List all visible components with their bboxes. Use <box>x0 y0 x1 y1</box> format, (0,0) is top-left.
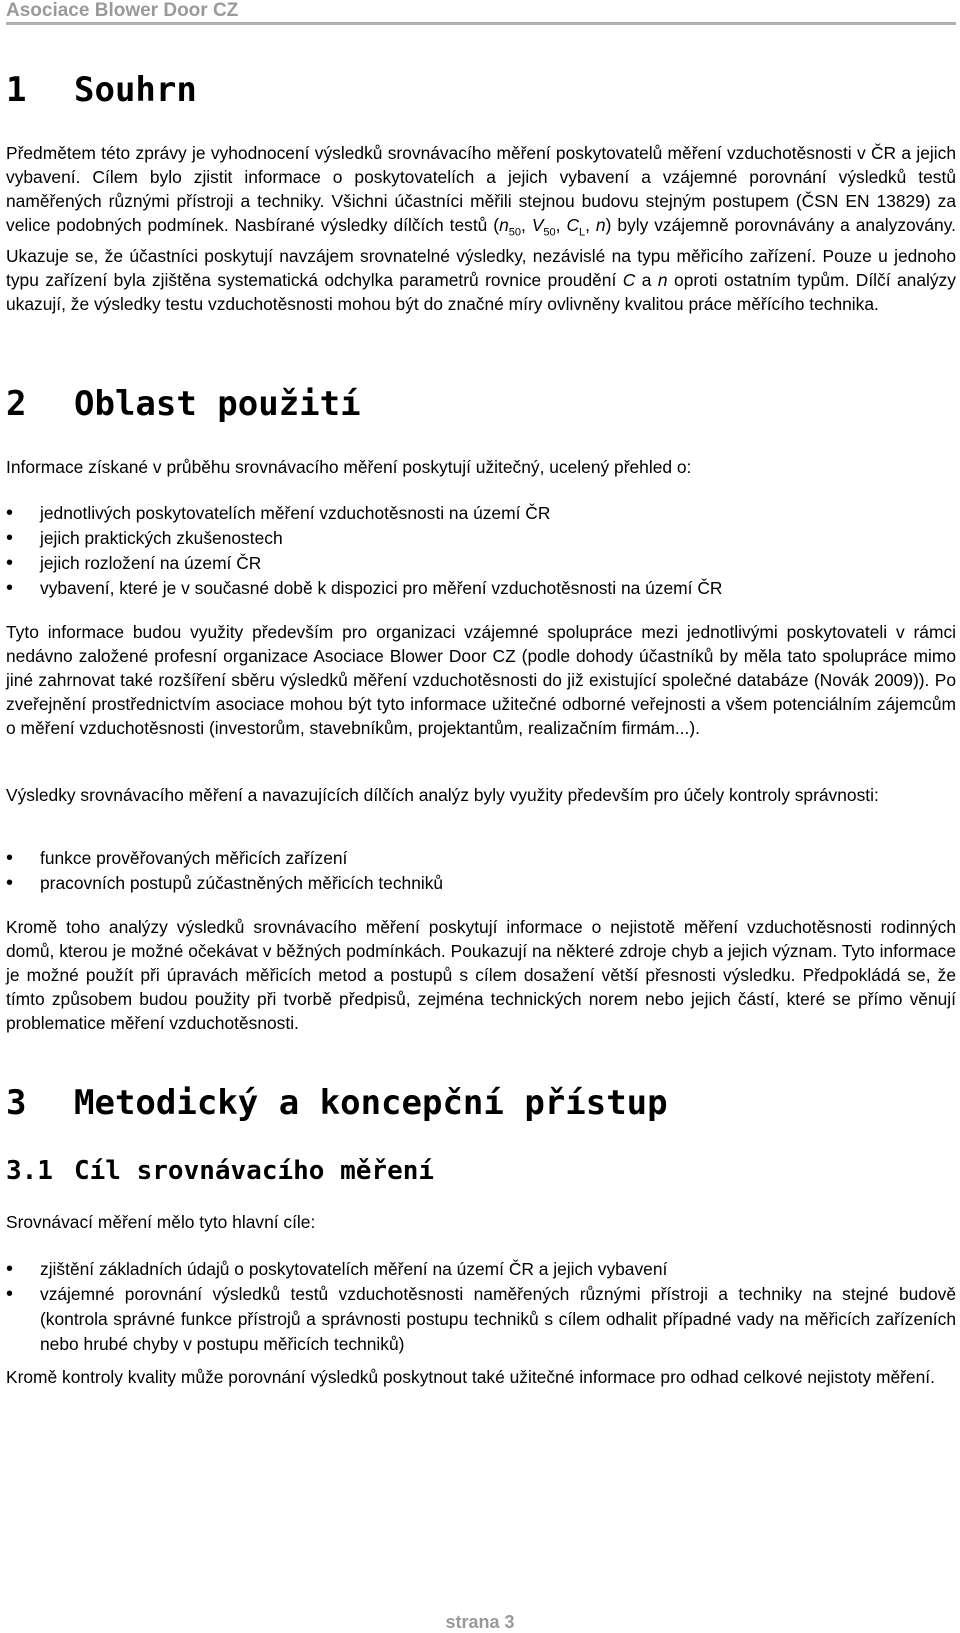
section-number: 2 <box>6 384 27 424</box>
summary-paragraph <box>6 141 956 316</box>
section-title: Cíl srovnávacího měření <box>74 1156 435 1186</box>
section-number: 3 <box>6 1083 27 1123</box>
section-2-heading <box>6 384 361 424</box>
list-item: • jejich praktických zkušenostech <box>6 526 956 551</box>
list-item: • vzájemné porovnání výsledků testů vzduchotěsnosti naměřených různými přístroji a techniky na stejné budově (kontrola správné funkce přístrojů a správnosti postupu techniků s cílem odhalit případné vady na měřicích zařízeních nebo hrubé chyby v postupu měřicích techniků) <box>6 1282 956 1357</box>
section-3-1-heading <box>6 1156 434 1186</box>
summary-text-a: Předmětem této zprávy je vyhodnocení výsledků srovnávacího měření poskytovatelů měření vzduchotěsnosti v ČR a jejich vybavení. Cílem bylo zjistit informace o poskytovatelích a jejich vybavení a vzájemné porovnání výsledků testů naměřených různými přístroji a techniky. Všichni účastníci měřili stejnou budovu stejným postupem (ČSN EN 13829) za velice podobných podmínek. <box>6 143 956 235</box>
list-item: • pracovních postupů zúčastněných měřicích techniků <box>6 871 956 896</box>
results-paragraph: Výsledky srovnávacího měření a navazujících dílčích analýz byly využity především pro účely kontroly správnosti: <box>6 785 879 805</box>
list-item: • jednotlivých poskytovatelích měření vzduchotěsnosti na území ČR <box>6 501 956 526</box>
section-title: Metodický a koncepční přístup <box>74 1083 668 1123</box>
scope-list <box>6 501 956 601</box>
page-number: strana 3 <box>445 1612 515 1632</box>
scope-intro: Informace získané v průběhu srovnávacího měření poskytují užitečný, ucelený přehled o: <box>6 457 692 477</box>
section-title: Souhrn <box>74 70 197 110</box>
list-item: • funkce prověřovaných měřicích zařízení <box>6 846 956 871</box>
list-item: • vybavení, které je v současné době k dispozici pro měření vzduchotěsnosti na území ČR <box>6 576 956 601</box>
list-item: • jejich rozložení na území ČR <box>6 551 956 576</box>
document-page <box>6 0 956 1387</box>
uncertainty-paragraph: Kromě toho analýzy výsledků srovnávacího měření poskytují informace o nejistotě měření vzduchotěsnosti rodinných domů, kterou je možné očekávat v běžných podmínkách. Poukazují na některé zdroje chyb a jejich význam. Tyto informace je možné použít při úpravách měřicích metod a postupů s cílem dosažení větší přesnosti výsledku. Předpokládá se, že tímto způsobem budou použity při tvorbě předpisů, zejména technických norem nebo jejich částí, které se přímo věnují problematice měření vzduchotěsnosti. <box>6 917 956 1033</box>
running-header: Asociace Blower Door CZ <box>6 0 956 25</box>
section-title: Oblast použití <box>74 384 361 424</box>
usage-paragraph: Tyto informace budou využity především pro organizaci vzájemné spolupráce mezi jednotlivými poskytovateli v rámci nedávno založené profesní organizace Asociace Blower Door CZ (podle dohody účastníků by měla tato spolupráce mimo jiné zahrnovat také rozšíření sběru výsledků měření vzduchotěsnosti do již existující společné databáze (Novák 2009)). Po zveřejnění prostřednictvím asociace mohou být tyto informace užitečné odborné veřejnosti a všem potenciálním zájemcům o měření vzduchotěsnosti (investorům, stavebníkům, projektantům, realizačním firmám...). <box>6 622 956 738</box>
quality-paragraph: Kromě kontroly kvality může porovnání výsledků poskytnout také užitečné informace pro odhad celkové nejistoty měření. <box>6 1367 935 1387</box>
summary-text-b: Nasbírané výsledky dílčích testů ($n_{50}$, $V_{50}$, $C_L$, n) byly vzájemně porovnávány a analyzovány. Ukazuje se, že účastníci poskytují navzájem srovnatelné výsledky, nezávislé na typu měřicího zařízení. Pouze u jednoho typu zařízení byla zjištěna systematická odchylka parametrů rovnice proudění C a n oproti ostatním typům. Dílčí analýzy ukazují, že výsledky testu vzduchotěsnosti mohou být do značné míry ovlivněny kvalitou práce měřícího technika. <box>6 215 956 315</box>
section-number: 1 <box>6 70 27 110</box>
section-3-heading <box>6 1083 668 1123</box>
list-item: • zjištění základních údajů o poskytovatelích měření na území ČR a jejich vybavení <box>6 1257 956 1282</box>
goals-intro: Srovnávací měření mělo tyto hlavní cíle: <box>6 1212 316 1232</box>
goals-list <box>6 1257 956 1357</box>
section-number: 3.1 <box>6 1156 53 1186</box>
control-list <box>6 846 956 896</box>
section-1-heading <box>6 70 197 110</box>
